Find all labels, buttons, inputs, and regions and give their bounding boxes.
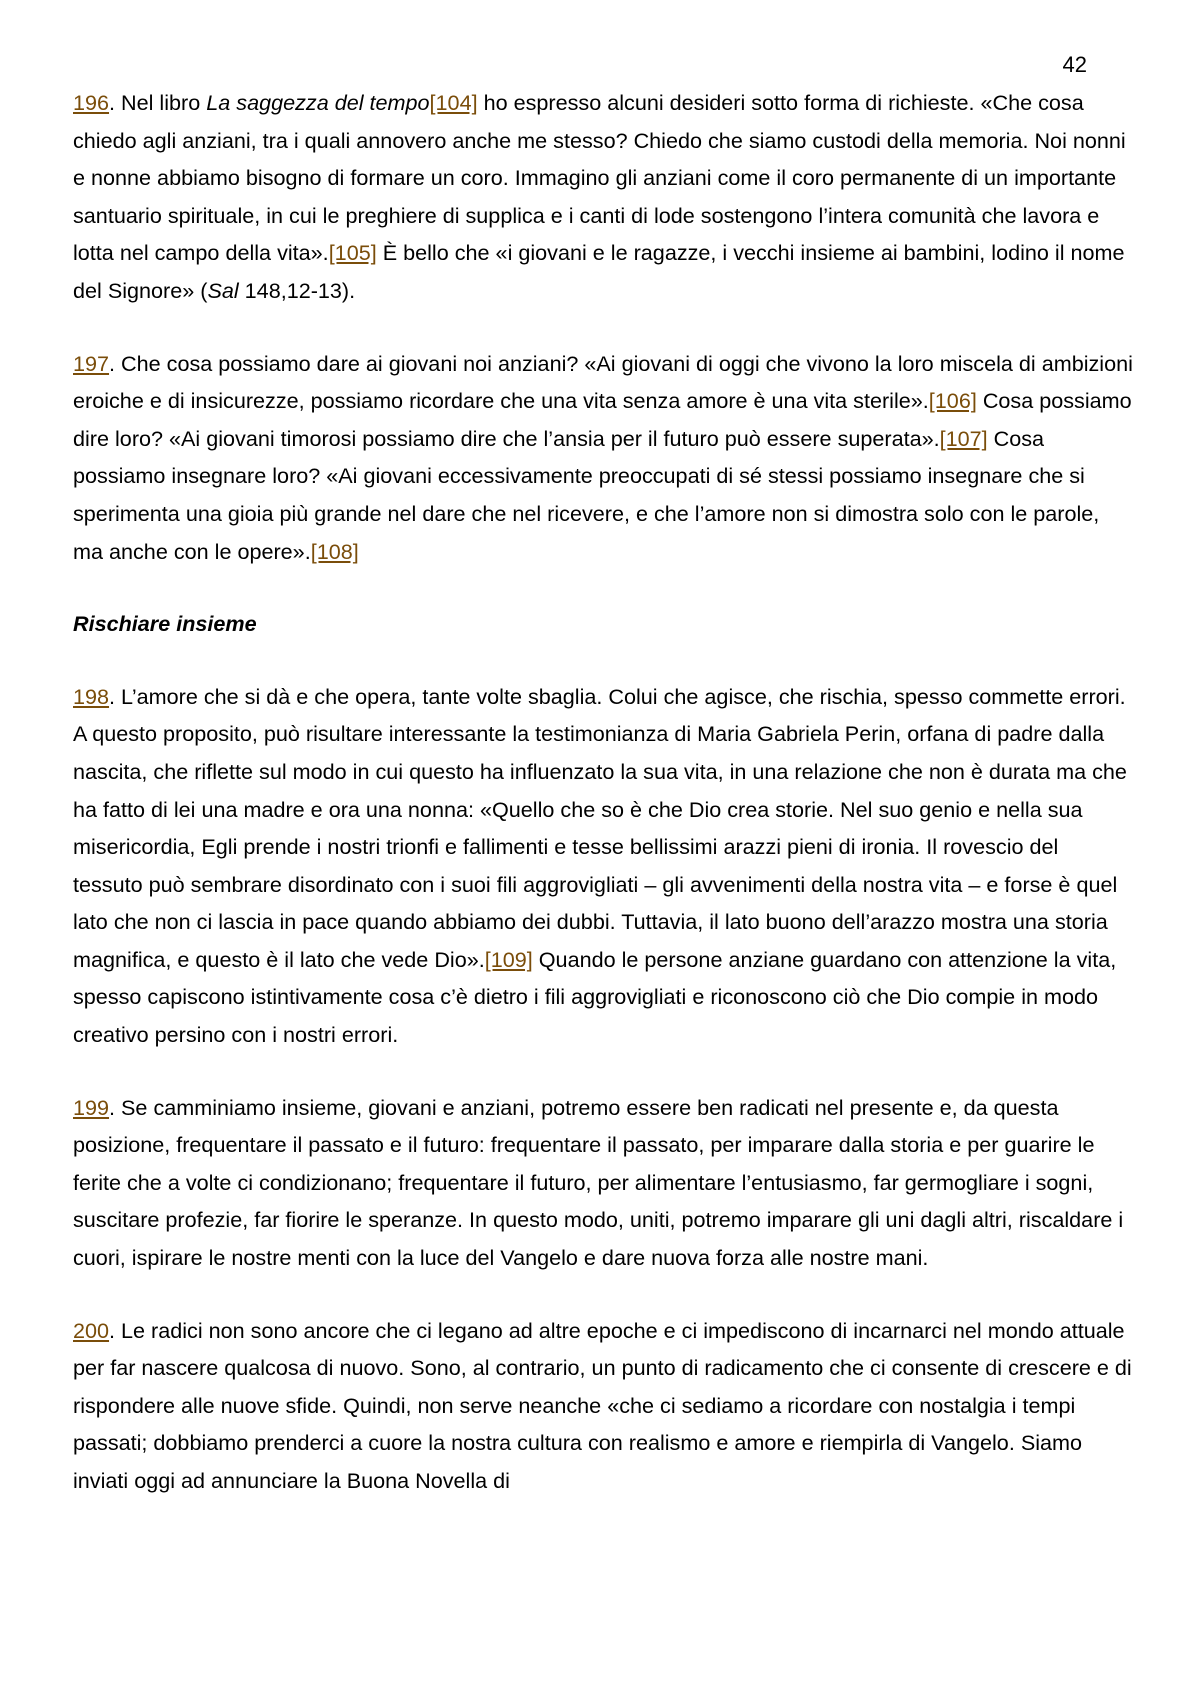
paragraph-text: 148,12-13). [238, 277, 356, 303]
footnote-link[interactable]: [104] [429, 90, 478, 115]
paragraph-199 [73, 1089, 1133, 1277]
paragraph-number-link[interactable]: 200 [73, 1317, 110, 1343]
paragraph-number-link[interactable]: 198 [73, 683, 110, 709]
footnote-link[interactable]: [109] [484, 946, 533, 972]
footnote-link[interactable]: [106] [928, 388, 977, 414]
paragraph-text: Cosa possiamo insegnare loro? «Ai giovani eccessivamente preoccupati di sé stessi possiamo insegnare che si sperimenta una gioia più grande nel dare che nel ricevere, e che l’amore non si dimostra solo con le parole, ma anche con le opere». [73, 425, 1100, 564]
footnote-link[interactable]: [107] [939, 425, 988, 451]
section-heading: Rischiare insieme [73, 611, 257, 637]
paragraph-197 [73, 345, 1133, 571]
footnote-link[interactable]: [108] [310, 538, 359, 564]
paragraph-text: . Le radici non sono ancore che ci legano ad altre epoche e ci impediscono di incarnarci nel mondo attuale per far nascere qualcosa di nuovo. Sono, al contrario, un punto di radicamento che ci consente di crescere e di rispondere alle nuove sfide. Quindi, non serve neanche «che ci sediamo a ricordare con nostalgia i tempi passati; dobbiamo prenderci a cuore la nostra cultura con realismo e amore e riempirla di Vangelo. Siamo inviati oggi ad annunciare la Buona Novella di [73, 1317, 1132, 1493]
paragraph-text: È bello che «i giovani e le ragazze, i vecchi insieme ai bambini, lodino il nome del Signore» ( [73, 240, 1125, 303]
paragraph-text: . Che cosa possiamo dare ai giovani noi anziani? «Ai giovani di oggi che vivono la loro miscela di ambizioni eroiche e di insicurezze, possiamo ricordare che una vita senza amore è una vita sterile». [73, 350, 1133, 414]
book-title: La saggezza del tempo [206, 90, 430, 115]
paragraph-text: . L’amore che si dà e che opera, tante volte sbaglia. Colui che agisce, che rischia, spesso commette errori. A questo proposito, può risultare interessante la testimonianza di Maria Gabriela Perin, orfana di padre dalla nascita, che riflette sul modo in cui questo ha influenzato la sua vita, in una relazione che non è durata ma che ha fatto di lei una madre e ora una nonna: «Quello che so è che Dio crea storie. Nel suo genio e nella sua misericordia, Egli prende i nostri trionfi e fallimenti e tesse bellissimi arazzi pieni di ironia. Il rovescio del tessuto può sembrare disordinato con i suoi fili aggrovigliati – gli avvenimenti della nostra vita – e forse è quel lato che non ci lascia in pace quando abbiamo dei dubbi. Tuttavia, il lato buono dell’arazzo mostra una storia magnifica, e questo è il lato che vede Dio». [73, 683, 1127, 972]
paragraph-text: Cosa possiamo dire loro? «Ai giovani timorosi possiamo dire che l’ansia per il futuro può essere superata». [73, 388, 1132, 451]
paragraph-198 [73, 678, 1133, 1054]
paragraph-number-link[interactable]: 199 [73, 1094, 110, 1120]
document-body [73, 84, 1133, 1535]
paragraph-196 [73, 84, 1133, 310]
footnote-link[interactable]: [105] [328, 240, 377, 266]
paragraph-text: . Se camminiamo insieme, giovani e anziani, potremo essere ben radicati nel presente e, da questa posizione, frequentare il passato e il futuro: frequentare il passato, per imparare dalla storia e per guarire le ferite che a volte ci condizionano; frequentare il futuro, per alimentare l’entusiasmo, far germogliare i sogni, suscitare profezie, far fiorire le speranze. In questo modo, uniti, potremo imparare gli uni dagli altri, riscaldare i cuori, ispirare le nostre menti con la luce del Vangelo e dare nuova forza alle nostre mani. [73, 1094, 1124, 1271]
paragraph-number-link[interactable]: 197 [73, 350, 110, 376]
paragraph-text: . Nel libro [109, 90, 207, 115]
paragraph-number-link[interactable]: 196 [73, 90, 110, 115]
paragraph-200 [73, 1312, 1133, 1500]
page-number: 42 [1062, 52, 1087, 77]
paragraph-text: Quando le persone anziane guardano con attenzione la vita, spesso capiscono istintivamente cosa c’è dietro i fili aggrovigliati e riconoscono ciò che Dio compie in modo creativo persino con i nostri errori. [73, 946, 1117, 1048]
scripture-abbrev: Sal [207, 277, 239, 303]
paragraph-text: ho espresso alcuni desideri sotto forma di richieste. «Che cosa chiedo agli anziani, tra i quali annovero anche me stesso? Chiedo che siamo custodi della memoria. Noi nonni e nonne abbiamo bisogno di formare un coro. Immagino gli anziani come il coro permanente di un importante santuario spirituale, in cui le preghiere di supplica e i canti di lode sostengono l’intera comunità che lavora e lotta nel campo della vita». [73, 90, 1126, 266]
